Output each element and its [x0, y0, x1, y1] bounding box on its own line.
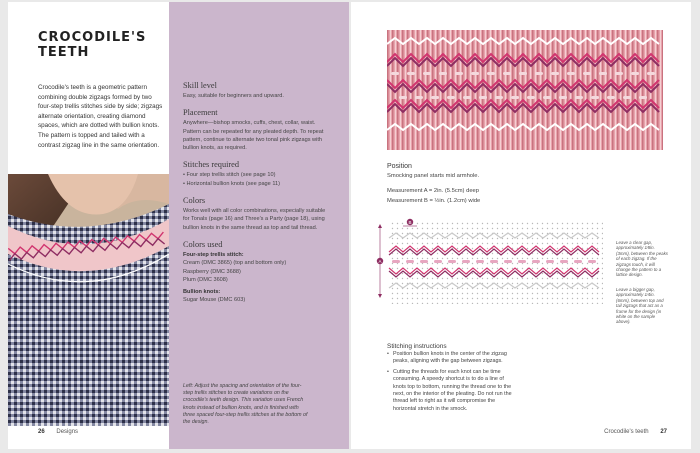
- measurement-a: Measurement A = 2in. (5.5cm) deep: [387, 187, 479, 194]
- instruction-item: • Position bullion knots in the center of the zigzag peaks, aligning with the gap between zigzags.: [387, 351, 517, 366]
- child-smocked-dress-photo: [8, 174, 169, 426]
- page-title: CROCODILE'S TEETH: [38, 30, 147, 60]
- right-footer: [604, 429, 667, 435]
- colors-used-heading: Colors used: [183, 239, 223, 249]
- measurement-b: Measurement B = ½in. (1.2cm) wide: [387, 198, 481, 204]
- photo-caption: Left: Adjust the spacing and orientation of the four-step trellis stitches to create variations on the crocodile's teeth design. This variation uses French knots instead of bullion knots, and is finished with three spaced four-step trellis stitches at the bottom of the design.: [183, 383, 308, 426]
- left-page: [8, 2, 349, 449]
- trellis-label: Four-step trellis stitch:: [183, 251, 244, 258]
- page-number-left: 26: [38, 429, 45, 435]
- colors-text: Works well with all color combinations, especially suitable for Tonals (page 16) and Three's a Party (page 18), using bullion knots in the same thread as top and tail thread.: [183, 208, 326, 231]
- diagram-note-gap: Leave a clear gap, approximately 1⁄8in. (3mm), between the peaks of each zigzag. If the zigzags touch, it will change the pattern to a lattice design.: [616, 240, 668, 278]
- skill-heading: Skill level: [183, 81, 217, 90]
- stitches-heading: Stitches required: [183, 160, 239, 170]
- left-footer: [38, 429, 78, 435]
- smocking-sample-photo: [387, 30, 663, 150]
- instruction-item: • Cutting the threads for each knot can be time consuming. A speedy shortcut is to do a line of knots top to bottom, running the thread one to the next, on the interior of the pleating. Do not run the thread left to right as it will compromise the horizontal stretch in the smock.: [387, 369, 517, 413]
- colors-heading: Colors: [183, 196, 206, 206]
- stitching-instructions: [387, 343, 517, 416]
- stitch-item: • Four step trellis stitch (see page 10): [183, 172, 276, 179]
- trellis-color: Raspberry (DMC 3688): [183, 268, 241, 275]
- right-page: [351, 2, 691, 449]
- stitching-heading: Stitching instructions: [387, 343, 447, 350]
- page-number-right: 27: [660, 429, 667, 435]
- instructions-list: [387, 351, 517, 413]
- section-name-right: Crocodile's teeth: [604, 429, 649, 435]
- placement-heading: Placement: [183, 108, 218, 118]
- stitch-item: • Horizontal bullion knots (see page 11): [183, 180, 281, 187]
- position-section: [387, 163, 637, 208]
- stitches-list: [183, 171, 333, 188]
- label-b: B: [408, 219, 412, 225]
- colors-used-list: [183, 251, 333, 305]
- trellis-color: Cream (DMC 3865) (top and bottom only): [183, 260, 287, 267]
- position-text: Smocking panel starts mid armhole.: [387, 173, 480, 179]
- pattern-info: [183, 81, 333, 313]
- diagram-note-frame: Leave a bigger gap, approximately 1⁄4in. (6mm), between top and tail zigzags that act as a frame for the design (in white on the sample above).: [616, 287, 664, 325]
- section-name-left: Designs: [56, 429, 79, 435]
- intro-paragraph: Crocodile's teeth is a geometric pattern combining double zigzags formed by two four-step trellis stitches side by side; zigzags alternate orientation, creating diamond spaces, which are dotted with bullion knots. The pattern is topped and tailed with a contrast zigzag line in the same orientation.: [38, 84, 163, 149]
- label-a: A: [378, 258, 382, 264]
- trellis-color: Plum (DMC 3608): [183, 276, 228, 283]
- bullion-label: Bullion knots:: [183, 289, 221, 296]
- stitch-diagram: [375, 216, 605, 308]
- position-heading: Position: [387, 163, 412, 170]
- bullion-color: Sugar Mouse (DMC 603): [183, 297, 246, 304]
- placement-text: Anywhere—bishop smocks, cuffs, chest, collar, waist. Pattern can be repeated for any pleated depth. To repeat pattern, continue to alternate two tonal pink zigzags with bullion knots, as required.: [183, 120, 324, 152]
- skill-text: Easy, suitable for beginners and upward.: [183, 93, 284, 99]
